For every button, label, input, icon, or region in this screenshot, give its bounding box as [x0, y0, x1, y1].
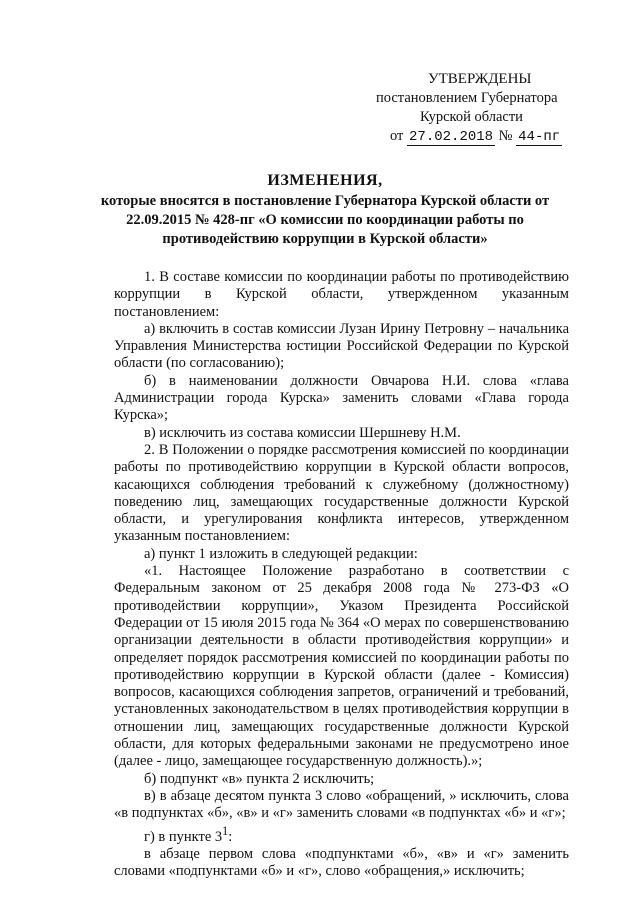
approval-block [372, 70, 592, 147]
paragraph: 2. В Положении о порядке рассмотрения комиссией по координации работы по противодействию коррупции в Курской области вопросов, касающихся соблюдения требований к служебному (должностному) поведению лиц, замещающих государственные должности Курской области, и урегулирования конфликта интересов, утвержденном указанным постановлением: [114, 441, 569, 545]
approval-date-line [372, 127, 592, 147]
paragraph: а) включить в состав комиссии Лузан Ирину Петровну – начальника Управления Министерства юстиции Российской Федерации по Курской области (по согласованию); [114, 320, 569, 372]
paragraph: 1. В составе комиссии по координации работы по противодействию коррупции в Курской области, утвержденном указанным постановлением: [114, 269, 569, 320]
from-label: от [390, 128, 404, 144]
approval-date: 27.02.2018 [409, 129, 494, 145]
paragraph: в абзаце первом слова «подпунктами «б», «в» и «г» заменить словами «подпунктами «б» и «г», слово «обращения,» исключить; [114, 845, 569, 879]
item-g-text: г) в пункте 3 [144, 828, 223, 845]
approval-line-region: Курской области [420, 109, 523, 125]
approved-label: УТВЕРЖДЕНЫ [428, 71, 532, 87]
approval-number: 44-пг [518, 129, 561, 145]
document-body [114, 269, 569, 880]
item-g-colon: : [228, 828, 233, 845]
paragraph: а) пункт 1 изложить в следующей редакции: [144, 545, 418, 562]
paragraph-item-g [114, 823, 569, 846]
paragraph: б) подпункт «в» пункта 2 исключить; [144, 770, 375, 787]
document-subtitle: которые вносятся в постановление Губернатора Курской области от 22.09.2015 № 428-пг «О комиссии по координации работы по противодействию коррупции в Курской области» [100, 193, 550, 247]
paragraph: б) в наименовании должности Овчарова Н.И. слова «глава Администрации города Курска» заменить словами «Глава города Курска»; [114, 372, 569, 424]
paragraph: в) в абзаце десятом пункта 3 слово «обращений, » исключить, слова «в подпунктах «б», «в» и «г» заменить словами «в подпунктах «б» и «г»; [114, 787, 569, 822]
paragraph: в) исключить из состава комиссии Шершневу Н.М. [144, 424, 461, 441]
number-label: № [498, 128, 513, 144]
paragraph: «1. Настоящее Положение разработано в соответствии с Федеральным законом от 25 декабря 2008 года № 273-ФЗ «О противодействии коррупции», Указом Президента Российской Федерации от 15 июля 2015 года № 364 «О мерах по совершенствованию организации деятельности в области противодействия коррупции» и определяет порядок рассмотрения комиссией по координации работы по противодействию коррупции в Курской области (далее - Комиссия) вопросов, касающихся соблюдения запретов, ограничений и требований, установленных законодательством в целях противодействия коррупции в отношении лиц, замещающих государственные должности Курской области, для которых федеральными законами не предусмотрено иное (далее - лицо, замещающее государственную должность).»; [114, 563, 569, 770]
document-title: ИЗМЕНЕНИЯ, [267, 172, 383, 189]
item-g-superscript: 1 [222, 823, 229, 838]
approval-line-decree: постановлением Губернатора [376, 90, 558, 106]
document-heading [90, 170, 560, 249]
